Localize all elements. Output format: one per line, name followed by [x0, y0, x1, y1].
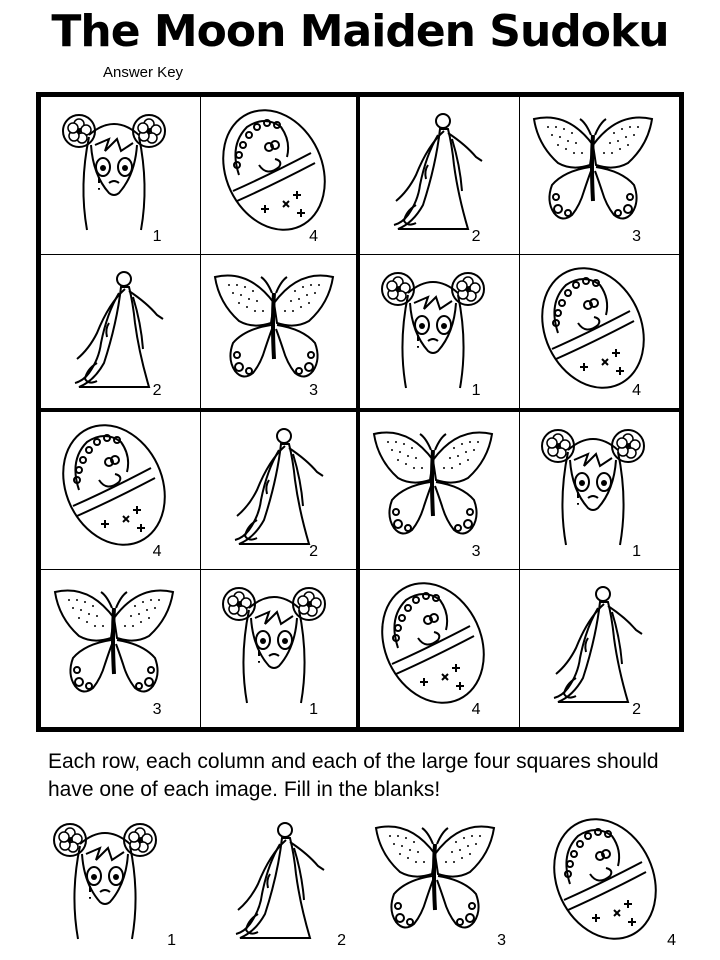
grid-cell-r2-c4 — [520, 255, 680, 413]
legend-item-2 — [200, 812, 350, 956]
legend-number: 4 — [667, 932, 676, 949]
grid-cell-r1-c3 — [360, 97, 520, 255]
grid-cell-r2-c2 — [201, 255, 361, 413]
butterfly-icon — [209, 263, 339, 393]
moon-maiden-figure-icon — [49, 263, 179, 393]
maiden-face-icon — [368, 263, 498, 393]
cell-number: 4 — [152, 542, 162, 560]
butterfly-icon — [368, 420, 498, 550]
legend-item-3 — [360, 812, 510, 956]
grid-cell-r3-c4 — [520, 412, 680, 570]
cell-number: 3 — [152, 701, 162, 718]
grid-cell-r1-c4 — [520, 97, 680, 255]
legend-item-1 — [30, 812, 180, 956]
legend-number: 2 — [337, 932, 346, 949]
grid-cell-r4-c4 — [520, 570, 680, 728]
butterfly-icon — [528, 105, 658, 235]
moon-maiden-figure-icon — [528, 578, 658, 708]
legend-item-4 — [530, 812, 680, 956]
moon-maiden-figure-icon — [209, 420, 339, 550]
cell-number: 1 — [632, 542, 641, 560]
legend-row — [30, 812, 690, 956]
cell-number: 1 — [471, 382, 481, 399]
grid-cell-r3-c1 — [41, 412, 201, 570]
cell-number: 1 — [152, 227, 162, 245]
grid-cell-r4-c3 — [360, 570, 520, 728]
grid-cell-r4-c2 — [201, 570, 361, 728]
maiden-face-icon — [40, 814, 170, 944]
grid-cell-r1-c2 — [201, 97, 361, 255]
answer-key-label: Answer Key — [103, 64, 184, 81]
grid-cell-r1-c1 — [41, 97, 201, 255]
egg-icon — [209, 105, 339, 235]
cell-number: 1 — [309, 701, 318, 718]
cell-number: 2 — [152, 382, 162, 399]
egg-icon — [49, 420, 179, 550]
cell-number: 3 — [471, 542, 481, 560]
grid-cell-r4-c1 — [41, 570, 201, 728]
cell-number: 2 — [309, 542, 318, 560]
legend-number: 3 — [497, 932, 506, 949]
cell-number: 3 — [632, 227, 641, 245]
cell-number: 2 — [471, 227, 481, 245]
grid-cell-r3-c3 — [360, 412, 520, 570]
egg-icon — [528, 263, 658, 393]
grid-cell-r2-c3 — [360, 255, 520, 413]
grid-cell-r3-c2 — [201, 412, 361, 570]
cell-number: 4 — [309, 227, 318, 245]
sudoku-grid — [36, 92, 684, 732]
cell-number: 2 — [632, 701, 641, 718]
cell-number: 3 — [309, 382, 318, 399]
legend-number: 1 — [167, 932, 176, 949]
cell-number: 4 — [632, 382, 641, 399]
maiden-face-icon — [209, 578, 339, 708]
moon-maiden-figure-icon — [368, 105, 498, 235]
egg-icon — [540, 814, 670, 944]
page-title: The Moon Maiden Sudoku — [51, 6, 669, 57]
cell-number: 4 — [471, 701, 481, 718]
maiden-face-icon — [528, 420, 658, 550]
egg-icon — [368, 578, 498, 708]
grid-cell-r2-c1 — [41, 255, 201, 413]
butterfly-icon — [370, 814, 500, 944]
instructions-text: Each row, each column and each of the large four squares should have one of each image. Fill in the blanks! — [48, 750, 659, 801]
moon-maiden-figure-icon — [210, 814, 340, 944]
maiden-face-icon — [49, 105, 179, 235]
butterfly-icon — [49, 578, 179, 708]
